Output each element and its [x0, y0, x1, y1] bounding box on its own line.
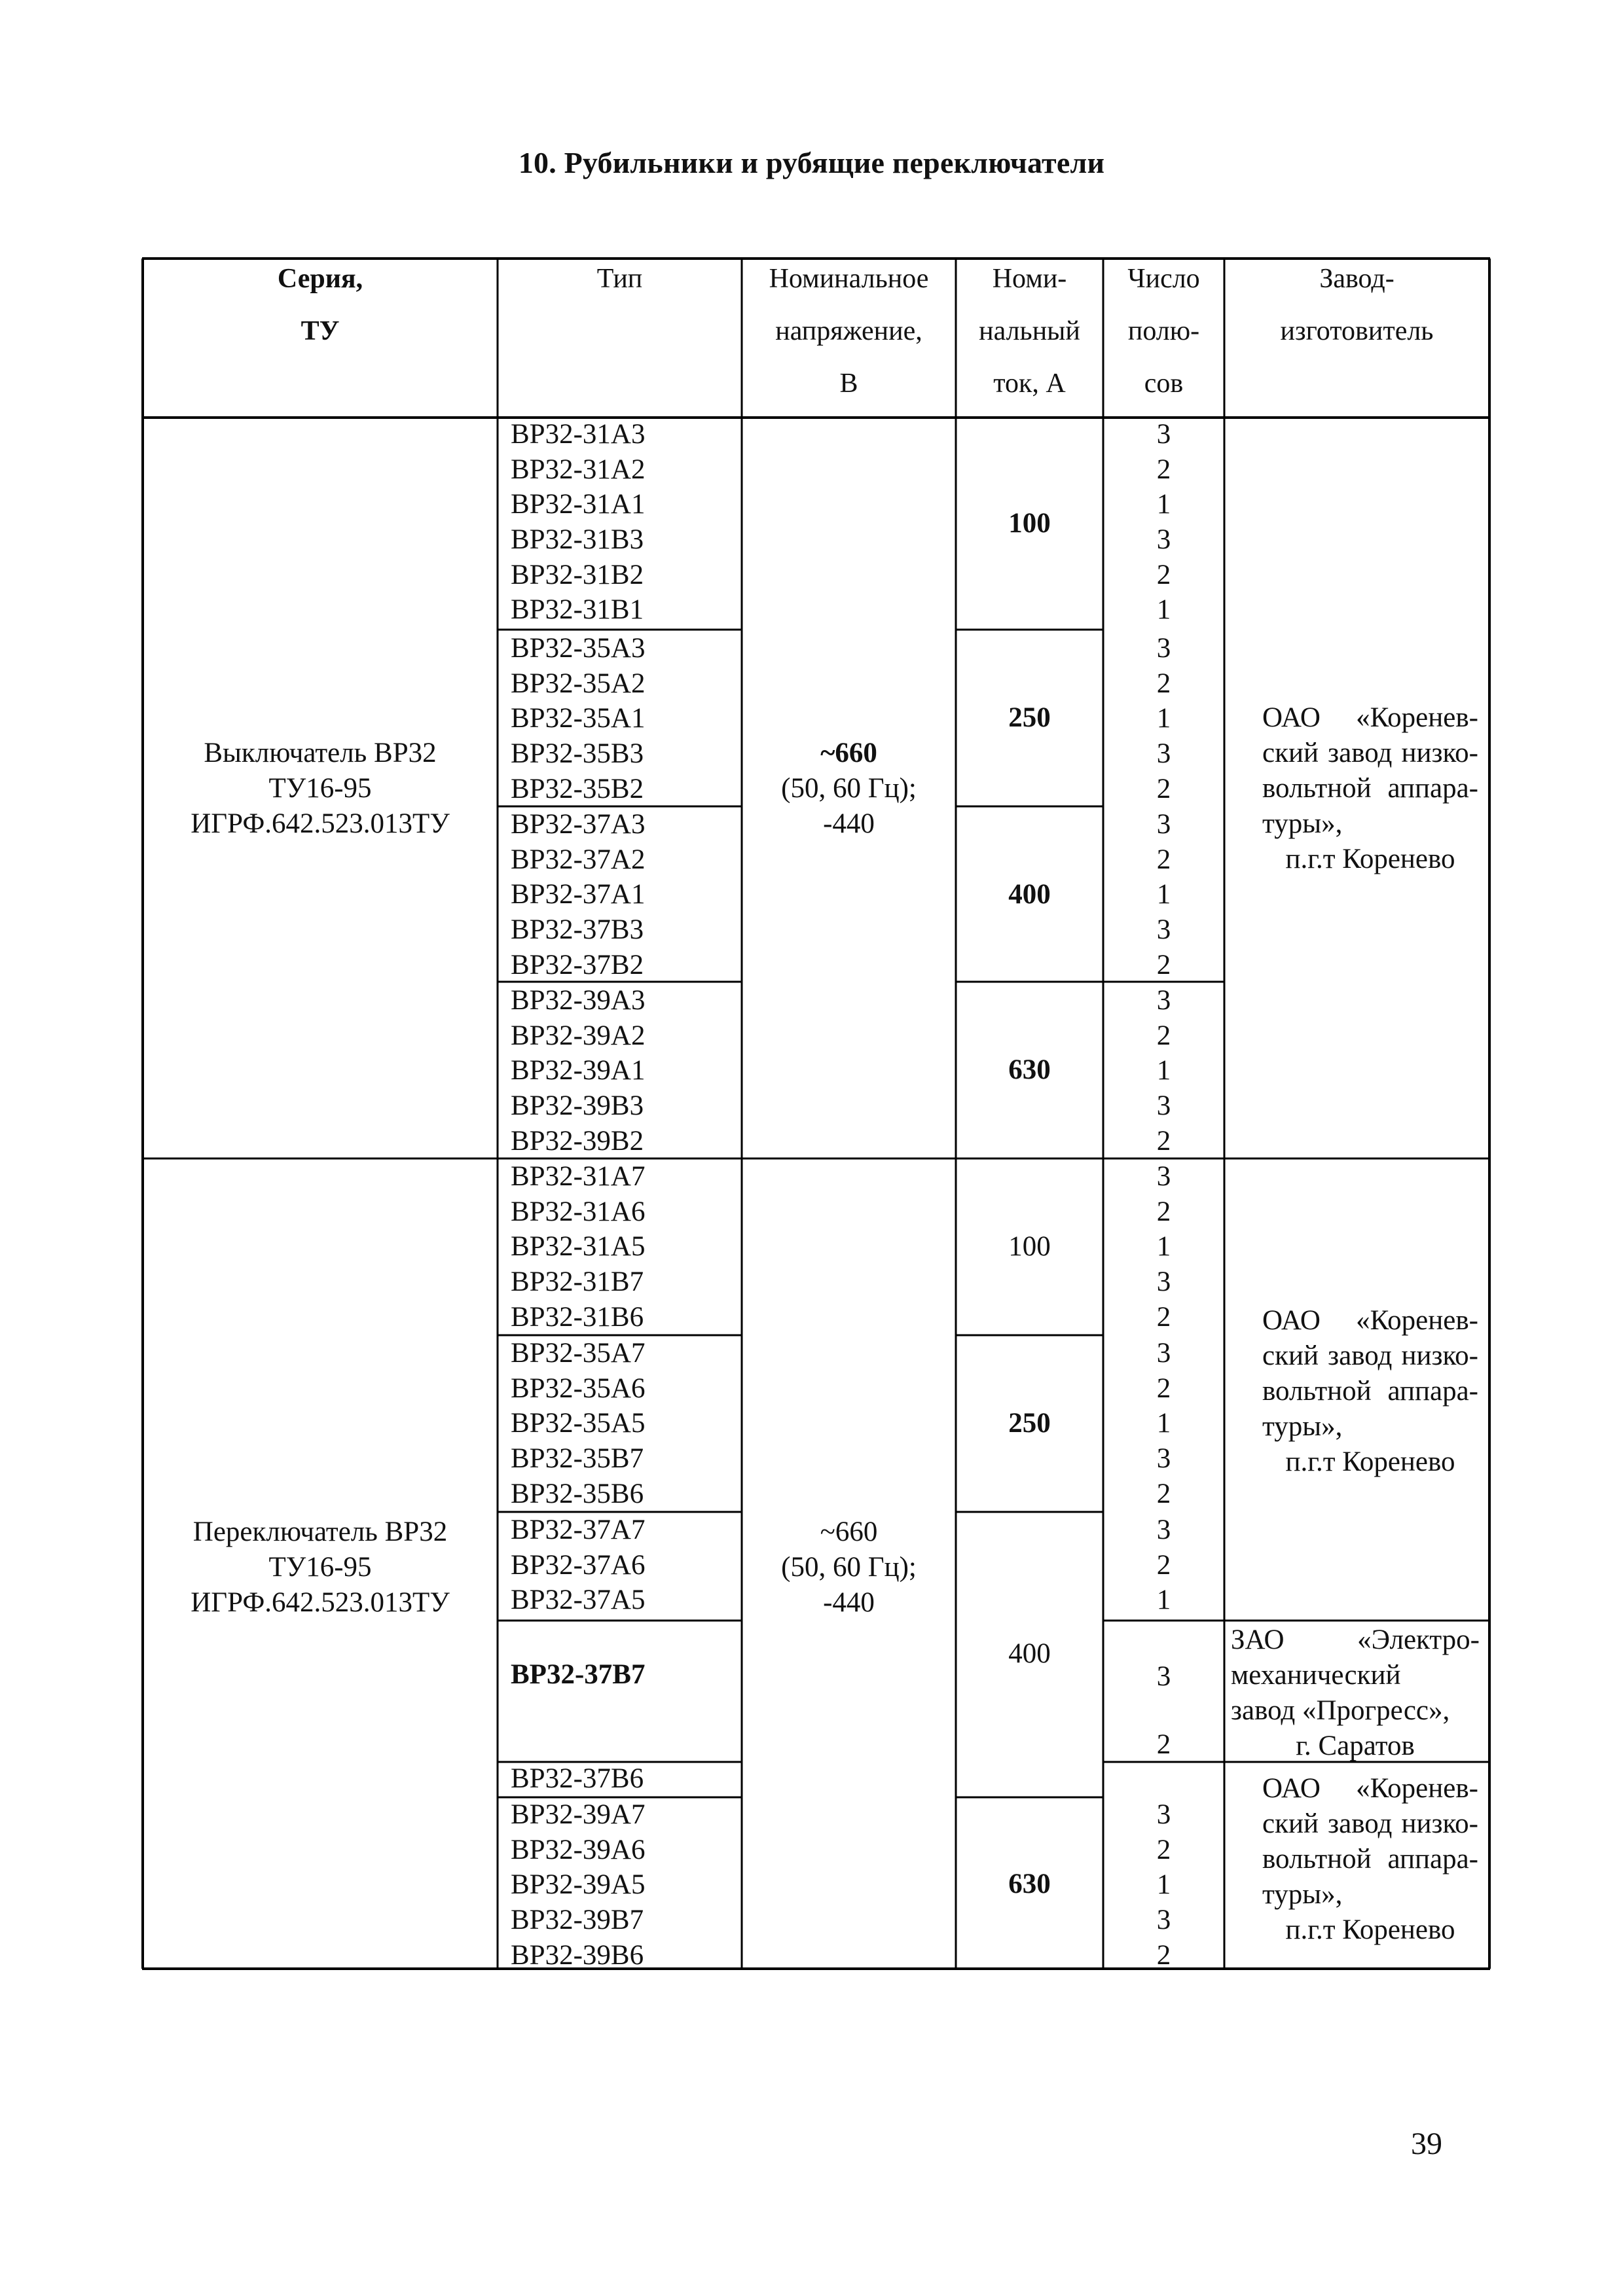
type-item: ВР32-31В2: [511, 559, 644, 590]
s2-maker-b: ЗАО «Электро- механический завод «Прогресс», г. Саратов: [1231, 1624, 1480, 1761]
s1-g4-current: 630: [1008, 1054, 1051, 1085]
s1-g1-types: [511, 417, 645, 628]
header-maker: Завод- изготовитель: [1280, 264, 1434, 346]
page-number: 39: [1411, 2126, 1442, 2161]
type-item: ВР32-31А2: [511, 454, 646, 485]
s2-g3-types: ВР32-37А7 ВР32-37А6 ВР32-37А5: [511, 1515, 646, 1616]
s2-g1-current: 100: [1008, 1231, 1051, 1262]
header-type: Тип: [596, 264, 643, 294]
s1-g3-types: ВР32-37А3 ВР32-37А2 ВР32-37А1 ВР32-37В3 ВР32-37В2: [511, 809, 646, 980]
s2-g4-types: ВР32-39А7 ВР32-39А6 ВР32-39А5 ВР32-39В7 ВР32-39В6: [511, 1799, 646, 1971]
header-series: Серия, ТУ: [277, 264, 363, 346]
s2-g3-poles: 3 2 1: [1156, 1515, 1171, 1616]
header-poles: Число полю- сов: [1127, 264, 1200, 399]
s2-g4-poles: 3 2 1 3 2: [1156, 1799, 1171, 1971]
s2-g2-types: ВР32-35А7 ВР32-35А6 ВР32-35А5 ВР32-35В7 ВР32-35В6: [511, 1338, 646, 1509]
s2-g2-poles: 3 2 1 3 2: [1156, 1338, 1171, 1509]
s2-last-type: ВР32-37В6: [511, 1763, 644, 1794]
s1-g3-poles: 3 2 1 3 2: [1156, 809, 1171, 980]
s2-special-pole-1: 3: [1156, 1661, 1171, 1692]
s1-g4-poles: 3 2 1 3 2: [1156, 985, 1171, 1157]
header-voltage: Номинальное напряжение, В: [769, 264, 929, 399]
s2-g4-current: 630: [1008, 1869, 1051, 1899]
s2-g1-types: ВР32-31А7 ВР32-31А6 ВР32-31А5 ВР32-31В7 ВР32-31В6: [511, 1161, 646, 1333]
s2-special-type: ВР32-37В7: [511, 1659, 646, 1690]
s2-g2-current: 250: [1008, 1408, 1051, 1439]
type-item: ВР32-31А1: [511, 489, 646, 520]
s1-g1-poles: 3 2 1 3 2 1: [1156, 419, 1171, 626]
s2-special-pole-2: 2: [1156, 1729, 1171, 1760]
s1-g2-poles: 3 2 1 3 2: [1156, 633, 1171, 804]
s1-maker: ОАО «Коренев- ский завод низко- вольтной аппара- туры», п.г.т Коренево: [1262, 702, 1478, 874]
type-item: ВР32-31В3: [511, 524, 644, 556]
s2-maker-c: ОАО «Коренев- ский завод низко- вольтной аппара- туры», п.г.т Коренево: [1262, 1773, 1478, 1945]
s1-g2-types: ВР32-35А3 ВР32-35А2 ВР32-35А1 ВР32-35В3 ВР32-35В2: [511, 633, 646, 804]
s2-series: Переключатель ВР32 ТУ16-95 ИГРФ.642.523.013ТУ: [191, 1516, 450, 1618]
header-current: Номи- нальный ток, А: [979, 264, 1080, 399]
s1-voltage: ~660 (50, 60 Гц); -440: [781, 738, 917, 839]
s1-g4-types: ВР32-39А3 ВР32-39А2 ВР32-39А1 ВР32-39В3 ВР32-39В2: [511, 985, 646, 1157]
s2-g1-poles: 3 2 1 3 2: [1156, 1161, 1171, 1333]
s2-g3-current: 400: [1008, 1638, 1051, 1669]
s2-voltage: ~660 (50, 60 Гц); -440: [781, 1516, 917, 1618]
s1-series: Выключатель ВР32 ТУ16-95 ИГРФ.642.523.013ТУ: [191, 738, 450, 839]
s1-g2-current: 250: [1008, 702, 1051, 733]
page-title: 10. Рубильники и рубящие переключатели: [518, 146, 1105, 179]
type-item: ВР32-31В1: [511, 594, 644, 626]
s2-maker-a: ОАО «Коренев- ский завод низко- вольтной аппара- туры», п.г.т Коренево: [1262, 1305, 1478, 1477]
type-item: ВР32-31А3: [511, 419, 646, 450]
s1-g3-current: 400: [1008, 879, 1051, 910]
s1-g1-current: 100: [1008, 508, 1051, 539]
